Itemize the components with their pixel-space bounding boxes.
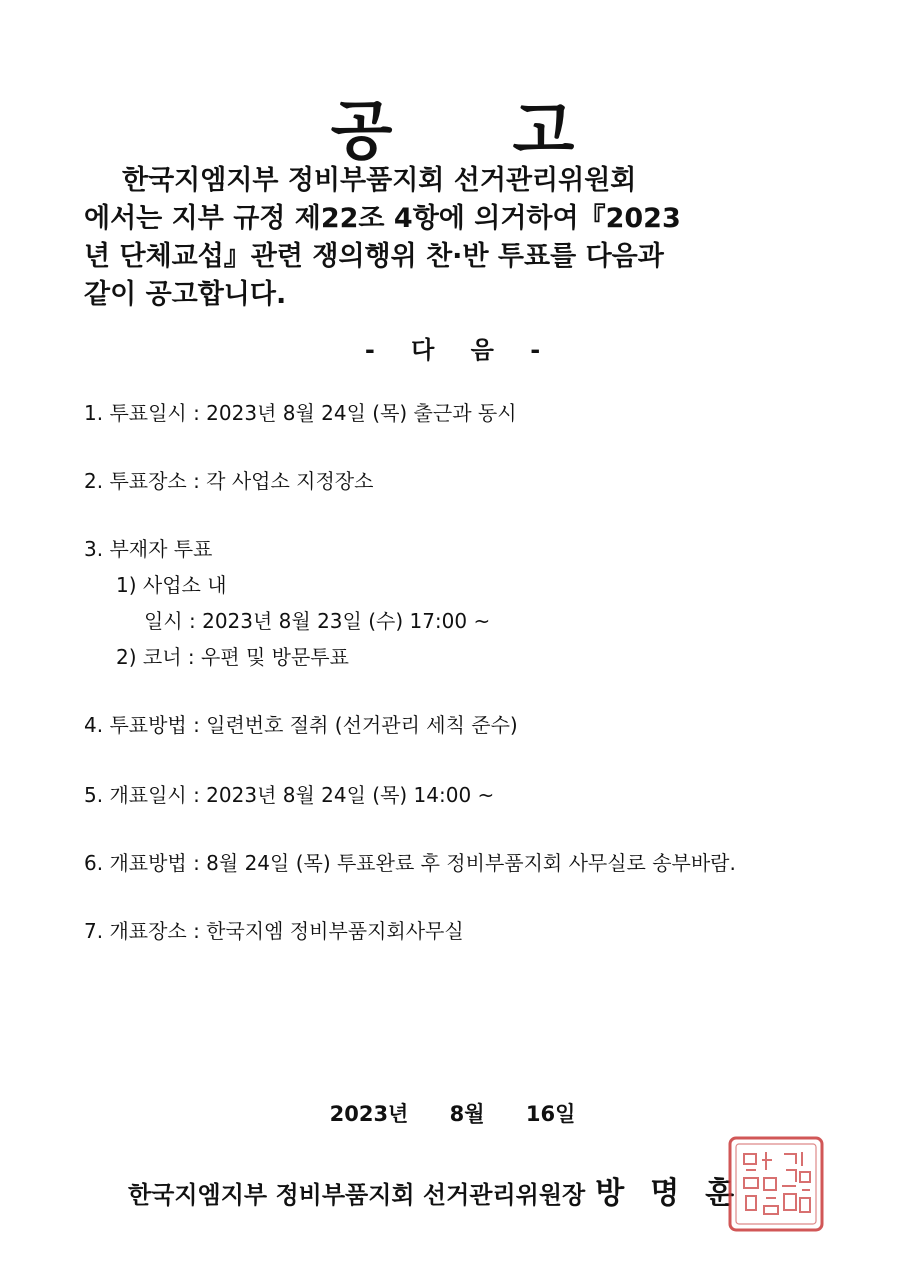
item-count-datetime: 5. 개표일시 : 2023년 8월 24일 (목) 14:00 ~ [84,783,495,807]
intro-line-2: 에서는 지부 규정 제22조 4항에 의거하여『2023 [84,203,681,234]
intro-line-4: 같이 공고합니다. [84,279,287,310]
item-absentee-corner: 2) 코너 : 우편 및 방문투표 [116,645,349,669]
item-count-place: 7. 개표장소 : 한국지엠 정비부품지회사무실 [84,919,464,943]
signature-org: 한국지엠지부 정비부품지회 선거관리위원장 [128,1181,586,1209]
signature-line [128,1168,760,1212]
item-absentee-office-time: 일시 : 2023년 8월 23일 (수) 17:00 ~ [144,609,491,633]
title-char-2: 고 [512,94,575,169]
item-vote-place: 2. 투표장소 : 각 사업소 지정장소 [84,469,374,493]
item-count-method: 6. 개표방법 : 8월 24일 (목) 투표완료 후 정비부품지회 사무실로 송부바람. [84,851,736,875]
title-char-1: 공 [330,94,393,169]
notice-title [0,80,905,172]
signature-name: 방명훈 [595,1176,761,1211]
item-vote-method: 4. 투표방법 : 일련번호 절취 (선거관리 세칙 준수) [84,713,518,737]
item-absentee-vote: 3. 부재자 투표 [84,537,213,561]
notice-date: 2023년 8월 16일 [329,1102,576,1126]
intro-paragraph [84,162,824,314]
official-seal-stamp [726,1134,826,1234]
subheading: - 다 음 - [364,336,541,364]
intro-line-3: 년 단체교섭』관련 쟁의행위 찬·반 투표를 다음과 [84,241,664,272]
item-vote-datetime: 1. 투표일시 : 2023년 8월 24일 (목) 출근과 동시 [84,401,517,425]
intro-line-1: 한국지엠지부 정비부품지회 선거관리위원회 [122,165,637,196]
item-absentee-office: 1) 사업소 내 [116,573,227,597]
